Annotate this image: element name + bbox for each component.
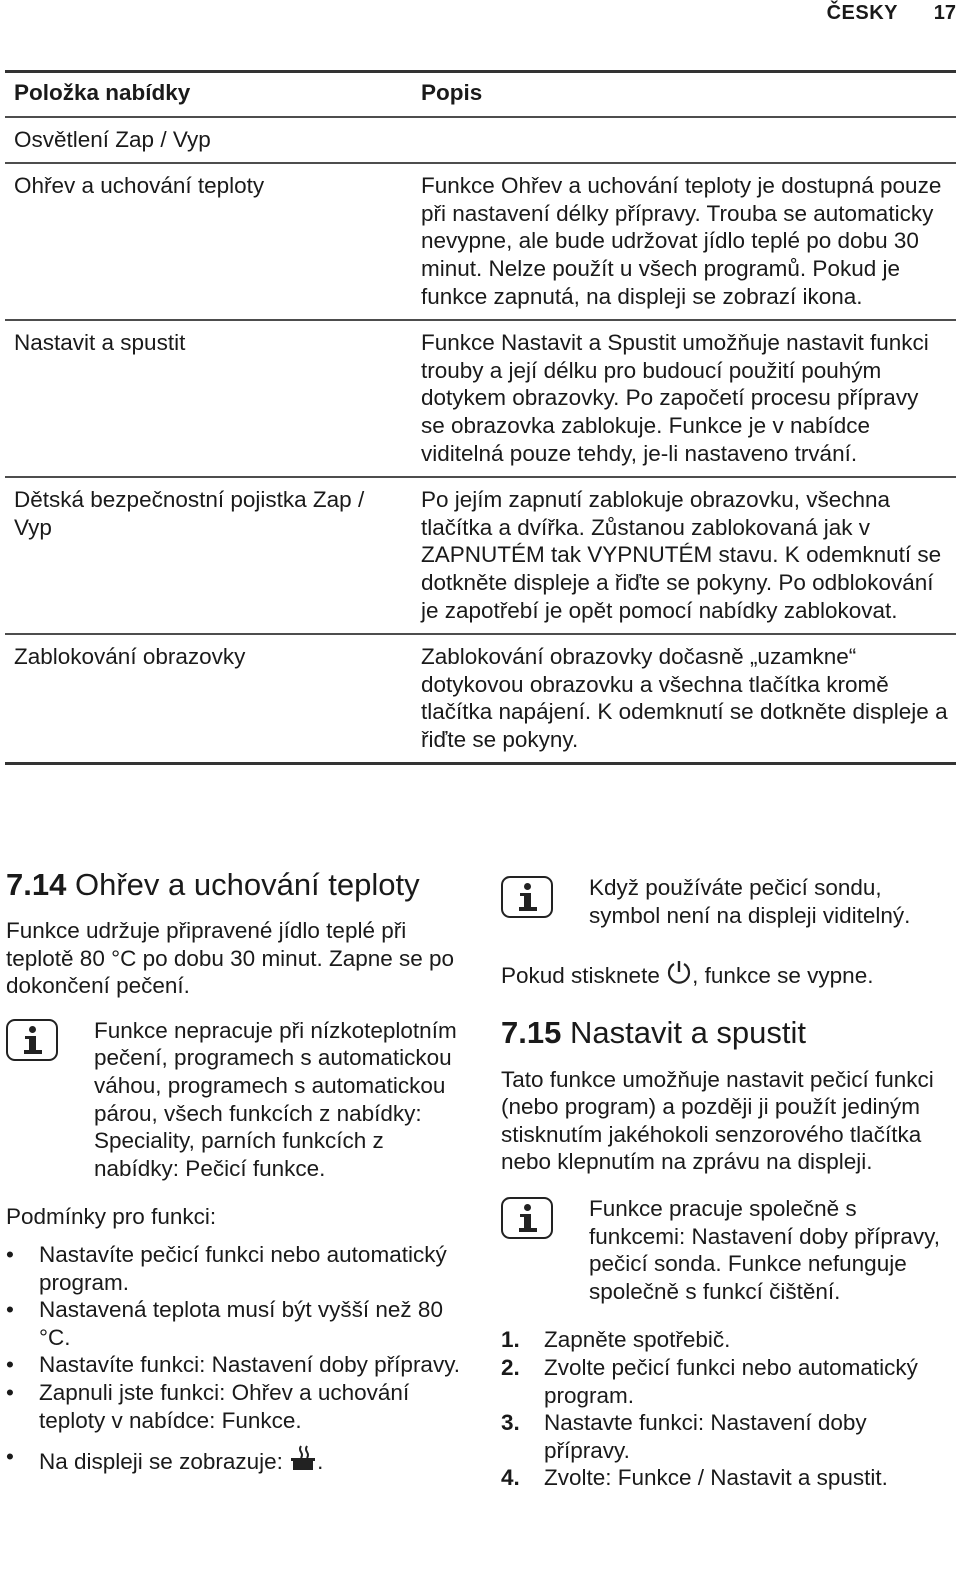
probe-note-text: Když používáte pečicí sondu, symbol není na displeji viditelný. (589, 875, 911, 928)
list-item: • Nastavíte pečicí funkci nebo automatický program. (6, 1241, 464, 1296)
right-column (501, 866, 956, 1492)
menu-items-table (5, 70, 956, 765)
section-intro: Funkce udržuje připravené jídlo teplé při teplotě 80 °C po dobu 30 minut. Zapne se po dokončení pečení. (6, 918, 455, 999)
conditions-label: Podmínky pro funkci: (6, 1204, 217, 1230)
menu-item-name: Zablokování obrazovky (5, 634, 412, 764)
list-item-display (6, 1443, 464, 1476)
menu-item-name: Ohřev a uchování teploty (5, 163, 412, 320)
menu-item-description (412, 117, 956, 164)
keep-warm-icon (289, 1443, 317, 1473)
column-header-description: Popis (412, 72, 956, 117)
display-line-prefix: Na displeji se zobrazuje: (39, 1449, 283, 1475)
power-icon (666, 959, 692, 985)
step-item (501, 1409, 956, 1464)
step-item (501, 1326, 956, 1354)
left-column (6, 866, 464, 1476)
power-off-instruction (501, 959, 956, 990)
conditions-list (6, 1241, 464, 1476)
step-number: 2. (501, 1354, 520, 1380)
step-item (501, 1354, 956, 1409)
section-title: Ohřev a uchování teploty (74, 867, 420, 902)
step-text: Zvolte pečicí funkci nebo automatický program. (544, 1354, 918, 1408)
list-item: • Nastavená teplota musí být vyšší než 80 °C. (6, 1296, 464, 1351)
menu-item-name: Osvětlení Zap / Vyp (5, 117, 412, 164)
section-title: Nastavit a spustit (569, 1014, 807, 1050)
info-note-text: Funkce nepracuje při nízkoteplotním pečení, programech s automatickou váhou, programech s automatickou párou, všech funkcích z nabídky: Speciality, parních funkcích z nabídky: Pečicí funkce. (94, 1017, 457, 1181)
menu-item-name: Dětská bezpečnostní pojistka Zap / Vyp (5, 477, 412, 634)
section-7-15-heading (501, 1014, 956, 1052)
list-item: • Zapnuli jste funkci: Ohřev a uchování teploty v nabídce: Funkce. (6, 1379, 464, 1434)
table-row (5, 477, 956, 634)
step-text: Zapněte spotřebič. (544, 1327, 731, 1353)
column-header-item: Položka nabídky (5, 72, 412, 117)
table-row (5, 634, 956, 764)
step-text: Nastavte funkci: Nastavení doby přípravy. (544, 1410, 867, 1463)
step-number: 4. (501, 1465, 520, 1491)
step-item (501, 1464, 956, 1492)
power-off-prefix: Pokud stisknete (501, 963, 660, 988)
table-row (5, 320, 956, 477)
section-7-14-heading (6, 866, 464, 904)
menu-item-name: Nastavit a spustit (5, 320, 412, 477)
info-icon (501, 1197, 553, 1239)
menu-item-description: Po jejím zapnutí zablokuje obrazovku, všechna tlačítka a dvířka. Zůstanou zablokovaná jak v ZAPNUTÉM tak VYPNUTÉM stavu. K odemknutí se dotkněte displeje a řiďte se pokyny. Po odblokování je zapotřebí je opět pomocí nabídky zablokovat. (412, 477, 956, 634)
list-item: • Nastavíte funkci: Nastavení doby přípravy. (6, 1351, 464, 1379)
page-number: 17 (933, 2, 956, 24)
info-note (6, 1017, 464, 1183)
menu-item-description: Funkce Ohřev a uchování teploty je dostupná pouze při nastavení délky přípravy. Trouba se automaticky nevypne, ale bude udržovat jídlo teplé po dobu 30 minut. Nelze použít u všech programů. Pokud je funkce zapnutá, na displeji se zobrazí ikona. (412, 163, 956, 320)
display-line-suffix: . (317, 1449, 324, 1475)
section-number: 7.15 (501, 1014, 562, 1050)
section-intro: Tato funkce umožňuje nastavit pečicí funkci (nebo program) a později ji použít jediným stisknutím jakéhokoli senzorového tlačítka nebo klepnutím na zprávu na displeji. (501, 1066, 934, 1175)
steps-list (501, 1326, 956, 1492)
info-icon (501, 876, 553, 918)
info-note-text: Funkce pracuje společně s funkcemi: Nastavení doby přípravy, pečicí sonda. Funkce nefunguje společně s funkcí čištění. (589, 1195, 940, 1304)
table-row (5, 163, 956, 320)
step-number: 3. (501, 1410, 520, 1436)
info-note-715 (501, 1195, 956, 1305)
table-row (5, 117, 956, 164)
table-header-row (5, 72, 956, 117)
menu-item-description: Zablokování obrazovky dočasně „uzamkne“ dotykovou obrazovku a všechna tlačítka kromě tlačítka napájení. K odemknutí se dotkněte displeje a řiďte se pokyny. (412, 634, 956, 764)
section-number: 7.14 (6, 867, 67, 902)
step-text: Zvolte: Funkce / Nastavit a spustit. (544, 1465, 888, 1491)
menu-item-description: Funkce Nastavit a Spustit umožňuje nastavit funkci trouby a její délku pro budoucí použití pouhým dotykem obrazovky. Po započetí procesu přípravy se obrazovka zablokuje. Funkce je v nabídce viditelná pouze tehdy, je-li nastaveno trvání. (412, 320, 956, 477)
info-note-probe (501, 874, 956, 944)
language-label: ČESKY (826, 2, 898, 24)
info-icon (6, 1019, 58, 1061)
power-off-suffix: , funkce se vypne. (692, 963, 874, 988)
step-number: 1. (501, 1327, 520, 1353)
